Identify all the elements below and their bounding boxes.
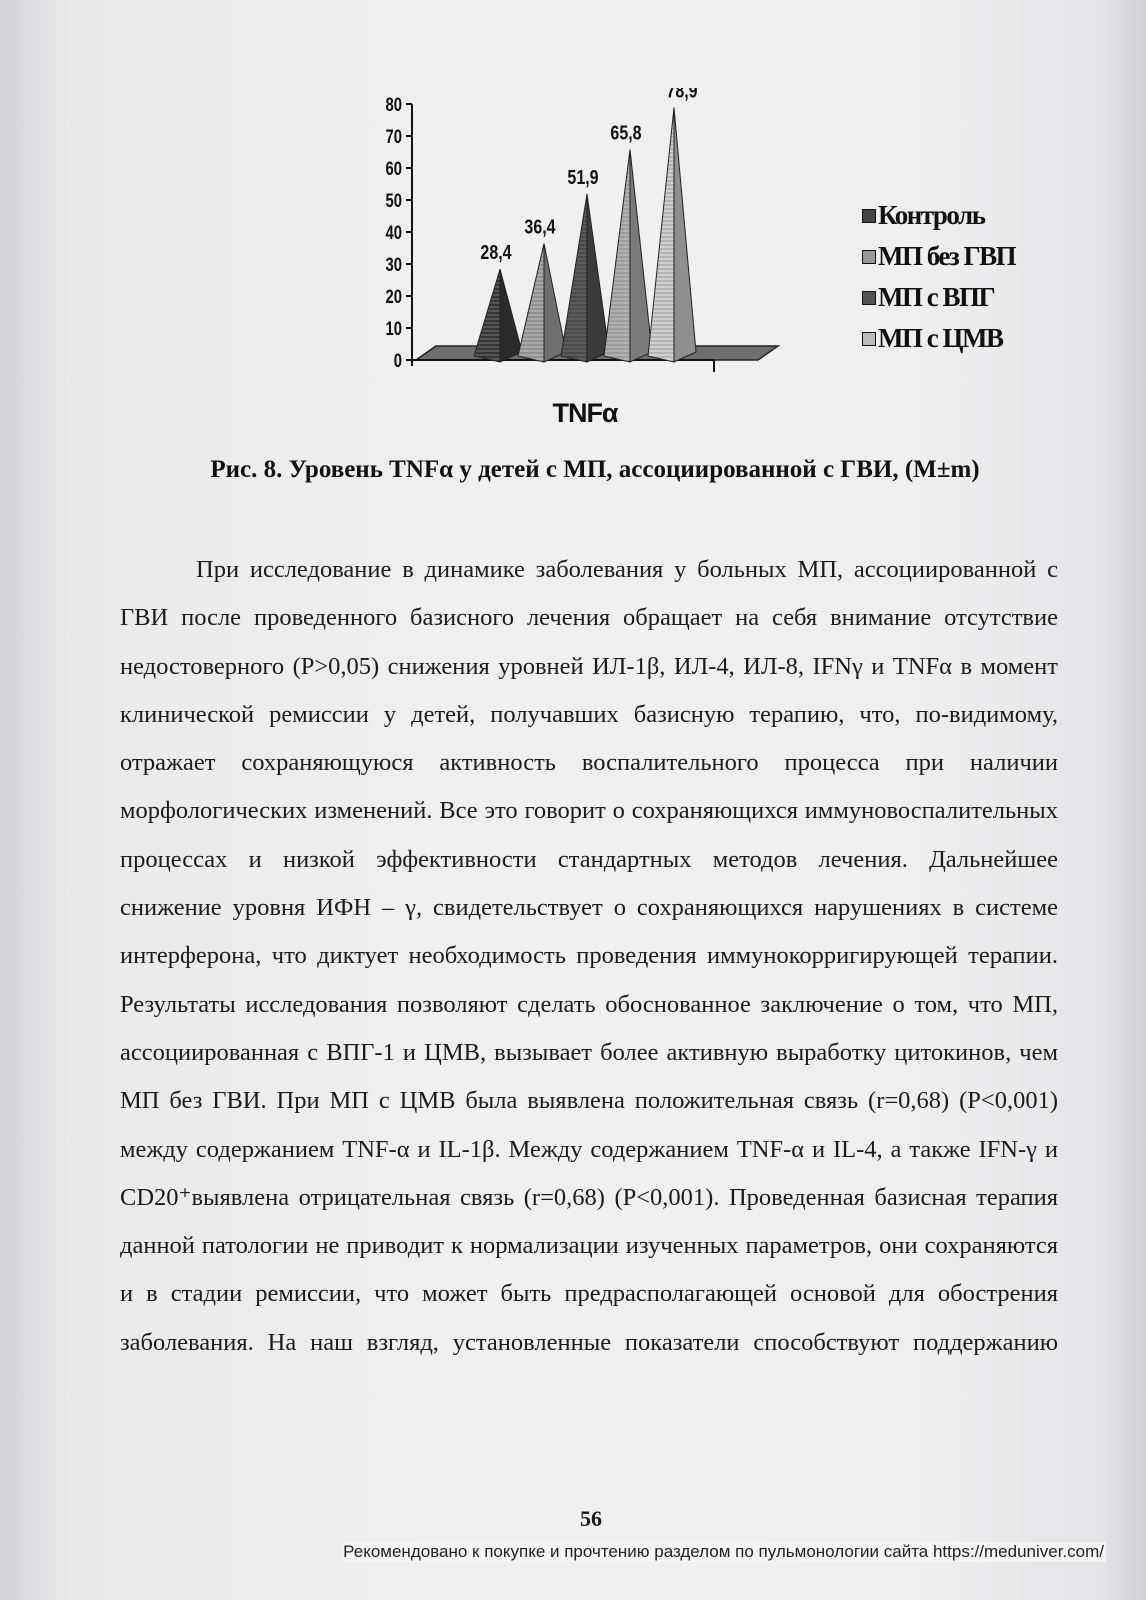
chart-x-label: TNFα — [552, 398, 618, 428]
page-number: 56 — [580, 1506, 602, 1531]
y-tick-label: 30 — [385, 254, 402, 276]
pyramid-bar-side — [630, 149, 652, 362]
y-tick-label: 50 — [385, 190, 402, 212]
y-tick-label: 40 — [385, 222, 402, 244]
legend-swatch-icon — [862, 291, 876, 305]
bar-value-label: 51,9 — [567, 166, 599, 189]
legend-label: МП с ЦМВ — [878, 323, 1003, 353]
legend-label: МП с ВПГ — [878, 282, 995, 312]
bar-value-label: 28,4 — [480, 241, 512, 264]
pyramid-bar-side — [674, 108, 696, 362]
bar-value-label: 36,4 — [524, 215, 556, 238]
y-tick-label: 80 — [385, 94, 402, 116]
legend-item-control — [862, 195, 1015, 236]
pyramid-bar-front — [604, 149, 630, 362]
y-tick-label: 70 — [385, 126, 402, 148]
legend-swatch-icon — [862, 250, 876, 264]
pyramid-bar-front — [518, 244, 544, 362]
body-paragraph-block — [120, 546, 1058, 1367]
legend-item-mp-without-gvi — [862, 236, 1015, 277]
legend-item-mp-hsv — [862, 277, 1015, 318]
footer-recommendation: Рекомендовано к покупке и прочтению разделом по пульмонологии сайта https://meduniver.com/ — [343, 1542, 1104, 1561]
y-tick-label: 20 — [385, 286, 402, 308]
chart-canvas — [360, 88, 780, 388]
legend-swatch-icon — [862, 332, 876, 346]
legend-item-mp-cmv — [862, 318, 1015, 359]
legend-swatch-icon — [862, 209, 876, 223]
pyramid-bar-front — [561, 194, 587, 362]
y-tick-label: 0 — [393, 350, 402, 372]
pyramid-bar-side — [587, 194, 609, 362]
y-tick-label: 10 — [385, 318, 402, 340]
y-tick-label: 60 — [385, 158, 402, 180]
body-paragraph: При исследование в динамике заболевания у больных МП, ассоциированной с ГВИ после проведенного базисного лечения обращает на себя внимание отсутствие недостоверного (P>0,05) снижения уровней ИЛ-1β, ИЛ-4, ИЛ-8, IFNγ и TNFα в момент клинической ремиссии у детей, получавших базисную терапию, что, по-видимому, отражает сохраняющуюся активность воспалительного процесса при наличии морфологических изменений. Все это говорит о сохраняющихся иммуновоспалительных процессах и низкой эффективности стандартных методов лечения. Дальнейшее снижение уровня ИФН – γ, свидетельствует о сохраняющихся нарушениях в системе интерферона, что диктует необходимость проведения иммунокорригирующей терапии. Результаты исследования позволяют сделать обоснованное заключение о том, что МП, ассоциированная с ВПГ-1 и ЦМВ, вызывает более активную выработку цитокинов, чем МП без ГВИ. При МП с ЦМВ была выявлена положительная связь (r=0,68) (P<0,001) между содержанием TNF-α и IL-1β. Между содержанием TNF-α и IL-4, а также IFN-γ и CD20⁺выявлена отрицательная связь (r=0,68) (P<0,001). Проведенная базисная терапия данной патологии не приводит к нормализации изученных параметров, они сохраняются и в стадии ремиссии, что может быть предрасполагающей основой для обострения заболевания. На наш взгляд, установленные показатели способствуют поддержанию — [120, 556, 1058, 1356]
tnf-alpha-chart — [360, 88, 780, 388]
legend-label: МП без ГВП — [878, 241, 1016, 271]
figure-caption: Рис. 8. Уровень TNFα у детей с МП, ассоциированной с ГВИ, (M±m) — [210, 456, 980, 483]
bar-value-label: 65,8 — [610, 121, 642, 144]
bar-value-label: 78,9 — [666, 88, 698, 102]
legend-label: Контроль — [878, 200, 985, 230]
pyramid-bar-front — [474, 269, 500, 362]
chart-legend — [862, 195, 1015, 359]
pyramid-bar-front — [648, 108, 674, 362]
pyramid-bar-side — [500, 269, 522, 362]
